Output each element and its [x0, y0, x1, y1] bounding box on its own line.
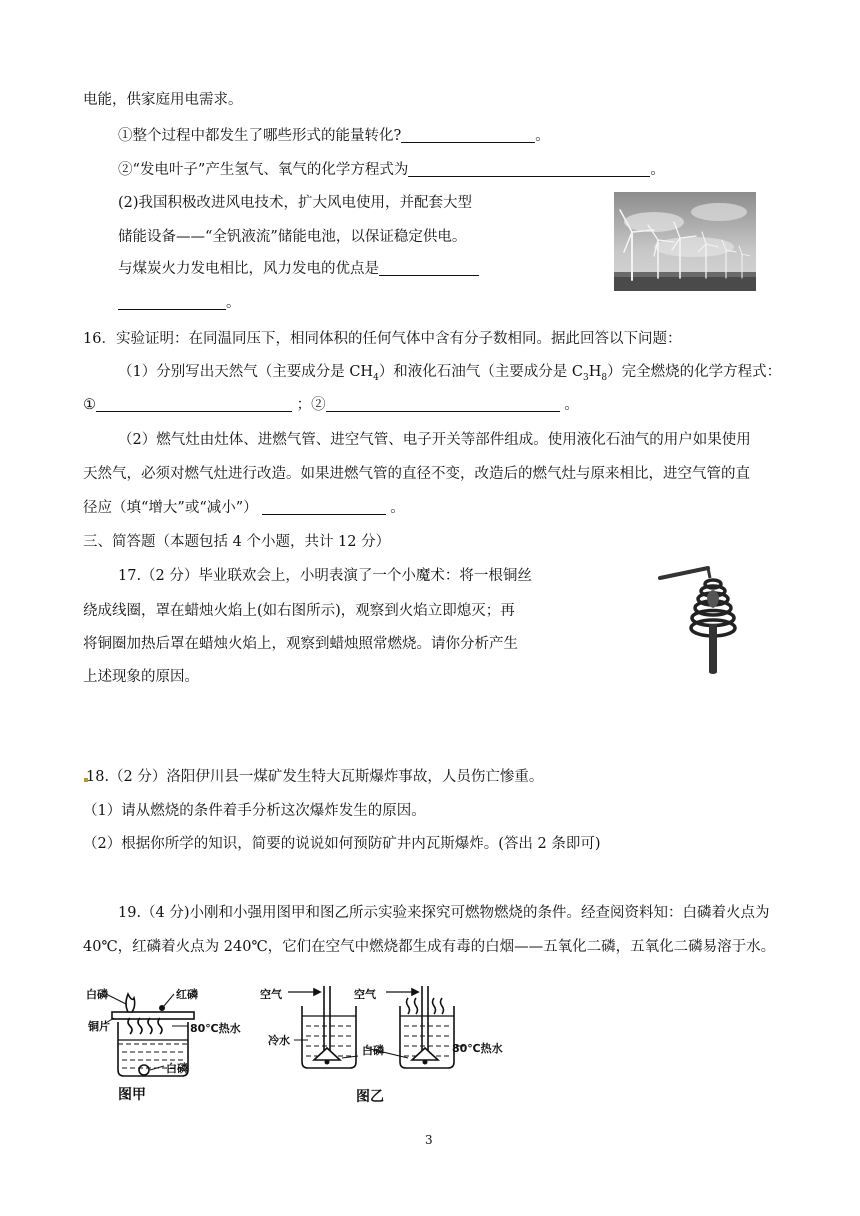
question-16-2-line2: 天然气，必须对燃气灶进行改造。如果进燃气管的直径不变，改造后的燃气灶与原来相比，进空气管的直 [83, 466, 750, 482]
label-hot-water: 80℃热水 [190, 1022, 241, 1035]
question-18-2: （2）根据你所学的知识，简要的说说如何预防矿井内瓦斯爆炸。(答出 2 条即可) [83, 836, 601, 852]
question-15-2-line4: 。 [118, 293, 241, 313]
question-16-stem: 16．实验证明：在同温同压下，相同体积的任何气体中含有分子数相同。据此回答以下问题： [83, 331, 682, 347]
wind-turbine-photo [614, 192, 756, 291]
answer-blank[interactable] [401, 127, 535, 143]
label-hot-water-yi: 80℃热水 [452, 1042, 503, 1055]
answer-blank[interactable] [408, 161, 650, 177]
question-17-line4: 上述现象的原因。 [83, 669, 199, 685]
question-19-line2: 40℃，红磷着火点为 240℃，它们在空气中燃烧都生成有毒的白烟——五氧化二磷，五氧化二磷易溶于水。 [83, 939, 776, 955]
answer-blank[interactable] [118, 294, 226, 310]
question-17-line1: 17.（2 分）毕业联欢会上，小明表演了一个小魔术：将一根铜丝 [118, 568, 532, 584]
question-15-2-line2: 储能设备——“全钒液流”储能电池，以保证稳定供电。 [118, 229, 467, 245]
question-18-1: （1）请从燃烧的条件着手分析这次爆炸发生的原因。 [83, 803, 426, 819]
label-copper-sheet: 铜片 [88, 1020, 110, 1033]
label-white-phosphorus-yi: 白磷 [362, 1044, 384, 1057]
question-15-1-1: ①整个过程中都发生了哪些形式的能量转化? 。 [118, 128, 550, 144]
answer-blank[interactable] [379, 260, 479, 276]
question-16-1-answers: ① ；② 。 [83, 397, 579, 413]
question-18-stem: 18.（2 分）洛阳伊川县一煤矿发生特大瓦斯爆炸事故，人员伤亡惨重。 [86, 769, 544, 785]
copper-coil-candle-figure [658, 564, 760, 676]
question-16-2-line1: （2）燃气灶由灶体、进燃气管、进空气管、电子开关等部件组成。使用液化石油气的用户如果使用 [118, 432, 751, 448]
label-white-phosphorus-water: 白磷 [166, 1062, 188, 1075]
question-17-line2: 绕成线圈，罩在蜡烛火焰上(如右图所示)，观察到火焰立即熄灭；再 [83, 603, 515, 619]
question-16-1: （1）分别写出天然气（主要成分是 $CH_4$）和液化石油气（主要成分是 $C_3H_8$）完全燃烧的化学方程式： [118, 364, 782, 383]
label-red-phosphorus: 红磷 [176, 988, 198, 1001]
answer-blank[interactable] [262, 499, 386, 515]
answer-blank[interactable] [326, 396, 560, 412]
figure-yi-caption: 图乙 [356, 1089, 384, 1105]
label-air-right: 空气 [354, 988, 376, 1001]
question-15-2-line1: (2)我国积极改进风电技术，扩大风电使用，并配套大型 [118, 195, 473, 211]
question-19-line1: 19.（4 分)小刚和小强用图甲和图乙所示实验来探究可燃物燃烧的条件。经查阅资料知：白磷着火点为 [118, 905, 770, 921]
page-number: 3 [425, 1133, 433, 1147]
section-heading: 三、简答题（本题包括 4 个小题，共计 12 分） [83, 534, 391, 550]
label-air-left: 空气 [260, 988, 282, 1001]
question-15-2-line3: 与煤炭火力发电相比，风力发电的优点是 [118, 259, 479, 279]
question-16-2-line3: 径应（填“增大”或“减小”） 。 [83, 500, 405, 516]
answer-blank[interactable] [96, 396, 292, 412]
label-cold-water: 冷水 [268, 1034, 290, 1047]
text-line: 电能，供家庭用电需求。 [83, 92, 243, 108]
question-15-1-2: ②“发电叶子”产生氢气、氧气的化学方程式为 。 [118, 162, 665, 178]
figure-jia-caption: 图甲 [118, 1087, 146, 1103]
question-17-line3: 将铜圈加热后罩在蜡烛火焰上，观察到蜡烛照常燃烧。请你分析产生 [83, 636, 518, 652]
label-white-phosphorus: 白磷 [86, 988, 108, 1001]
